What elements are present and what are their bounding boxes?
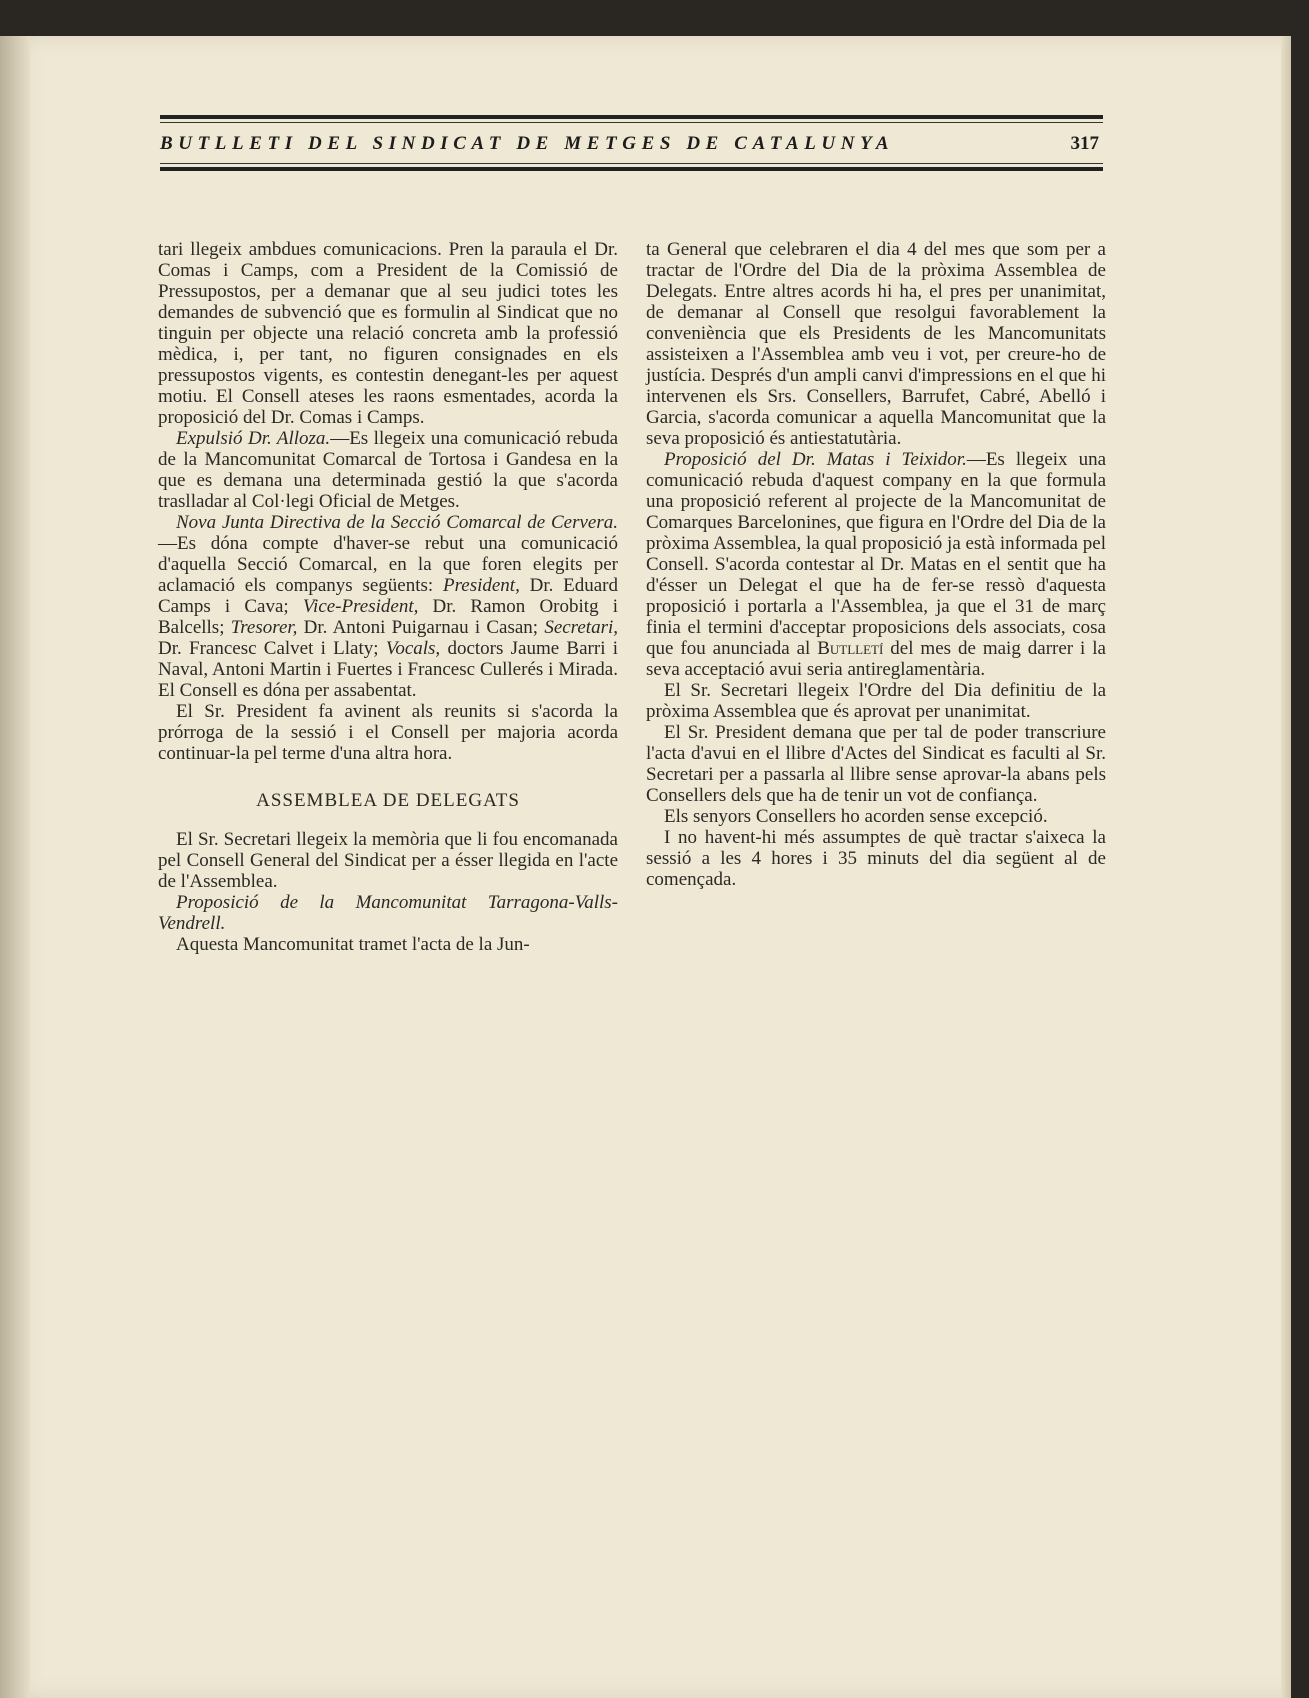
paragraph: El Sr. President demana que per tal de poder transcriure l'acta d'avui en el llibre d'Actes del Sindicat es faculti al Sr. Secretari per a passarla al llibre sense aprovar-la abans pels Consellers dels que ha de tenir un vot de confiança.: [646, 722, 1106, 806]
binding-gutter: [0, 36, 30, 1698]
paragraph: Els senyors Consellers ho acorden sense excepció.: [664, 806, 1048, 827]
paragraph-text: Dr. Antoni Puigarnau i Casan;: [297, 617, 539, 638]
paragraph-heading: Expulsió Dr. Alloza.: [176, 428, 331, 449]
journal-name: Butlletí: [817, 638, 884, 659]
role-label: Vice-President,: [302, 596, 419, 617]
paragraph-heading: Proposició de la Mancomunitat Tarragona-Valls-Vendrell.: [158, 892, 618, 934]
paragraph-text: —Es llegeix una comunicació rebuda d'aquest company en la que formula una proposició referent al projecte de la Mancomunitat de Comarques Barcelonines, que figura en l'Ordre del Dia de la pròxima Assemblea, la qual proposició ja està informada pel Consell. S'acorda contestar al Dr. Matas en el sentit que ha d'ésser un Delegat el que ha de fer-se ressò d'aquesta proposició i portarla a l'Assemblea, ja que el 31 de març finia el termini d'acceptar proposicions dels associats, cosa que fou anunciada al: [646, 449, 1107, 659]
paragraph-text: Dr. Ramon Orobitg i Balcells;: [158, 596, 618, 638]
paragraph: I no havent-hi més assumptes de què tractar s'aixeca la sessió a les 4 hores i 35 minuts del dia següent al de començada.: [646, 827, 1106, 890]
paragraph: Aquesta Mancomunitat tramet l'acta de la Jun-: [176, 934, 530, 955]
paragraph-text: —Es dóna compte d'haver-se rebut una comunicació d'aquella Secció Comarcal, en la que foren elegits per aclamació els companys següents:: [158, 533, 618, 596]
section-heading: ASSEMBLEA DE DELEGATS: [256, 790, 520, 811]
right-column: [646, 239, 1106, 955]
role-label: Secretari,: [544, 617, 619, 638]
paragraph: [646, 449, 1106, 680]
header-rule-bottom-thin: [160, 163, 1103, 164]
paragraph-text: —Es llegeix una comunicació rebuda de la Mancomunitat Comarcal de Tortosa i Gandesa en la que es demana una determinada gestió la que s'acorda traslladar al Col·legi Oficial de Metges.: [158, 428, 619, 512]
paragraph: ta General que celebraren el dia 4 del mes que som per a tractar de l'Ordre del Dia de la pròxima Assemblea de Delegats. Entre altres acords hi ha, el pres per unanimitat, de demanar al Consell que resolgui favorablement la conveniència que els Presidents de les Mancomunitats assisteixen a l'Assemblea amb veu i vot, per creure-ho de justícia. Després d'un ampli canvi d'impressions en el que hi intervenen els Srs. Consellers, Barrufet, Cabré, Abelló i Garcia, s'acorda comunicar a aquella Mancomunitat que la seva proposició és antiestatutària.: [646, 239, 1106, 449]
running-header: [160, 115, 1103, 171]
left-column: [158, 239, 618, 955]
page-number: 317: [1070, 133, 1099, 154]
paragraph-text: del mes de maig darrer i la seva acceptació avui seria antireglamentària.: [646, 638, 1106, 680]
paragraph: [158, 512, 618, 701]
paragraph: [158, 428, 618, 512]
paragraph-text: Dr. Francesc Calvet i Llaty;: [158, 638, 379, 659]
paragraph-heading: Proposició del Dr. Matas i Teixidor.: [664, 449, 967, 470]
header-line: [160, 133, 1103, 155]
paragraph-text: doctors Jaume Barri i Naval, Antoni Martin i Fuertes i Francesc Cullerés i Mirada. El Consell es dóna per assabentat.: [158, 638, 619, 701]
paragraph: El Sr. Secretari llegeix la memòria que li fou encomanada pel Consell General del Sindicat per a ésser llegida en l'acte de l'Assemblea.: [158, 829, 618, 892]
paragraph: El Sr. Secretari llegeix l'Ordre del Dia definitiu de la pròxima Assemblea que és aprovat per unanimitat.: [646, 680, 1106, 722]
header-rule-bottom: [160, 167, 1103, 171]
role-label: Vocals,: [385, 638, 441, 659]
role-label: President,: [442, 575, 520, 596]
page-edge: [1281, 36, 1291, 1698]
header-rule-top-thin: [160, 122, 1103, 123]
paragraph: tari llegeix ambdues comunicacions. Pren la paraula el Dr. Comas i Camps, com a President de la Comissió de Pressupostos, per a demanar que al seu judici totes les demandes de subvenció que es formulin al Sindicat que no tinguin per objecte una relació concreta amb la professió mèdica, i, per tant, no figuren consignades en els pressupostos vigents, es contestin denegant-les per aquest motiu. El Consell ateses les raons esmentades, acorda la proposició del Dr. Comas i Camps.: [158, 239, 618, 428]
role-label: Tresorer,: [230, 617, 298, 638]
paragraph-heading: Nova Junta Directiva de la Secció Comarcal de Cervera.: [176, 512, 618, 533]
text-columns: [158, 239, 1106, 955]
journal-title: BUTLLETI DEL SINDICAT DE METGES DE CATALUNYA: [160, 133, 895, 154]
paragraph-text: Dr. Eduard Camps i Cava;: [158, 575, 619, 617]
paragraph: El Sr. President fa avinent als reunits si s'acorda la prórroga de la sessió i el Consell per majoria acorda continuar-la pel terme d'una altra hora.: [158, 701, 618, 764]
header-rule-top: [160, 115, 1103, 119]
